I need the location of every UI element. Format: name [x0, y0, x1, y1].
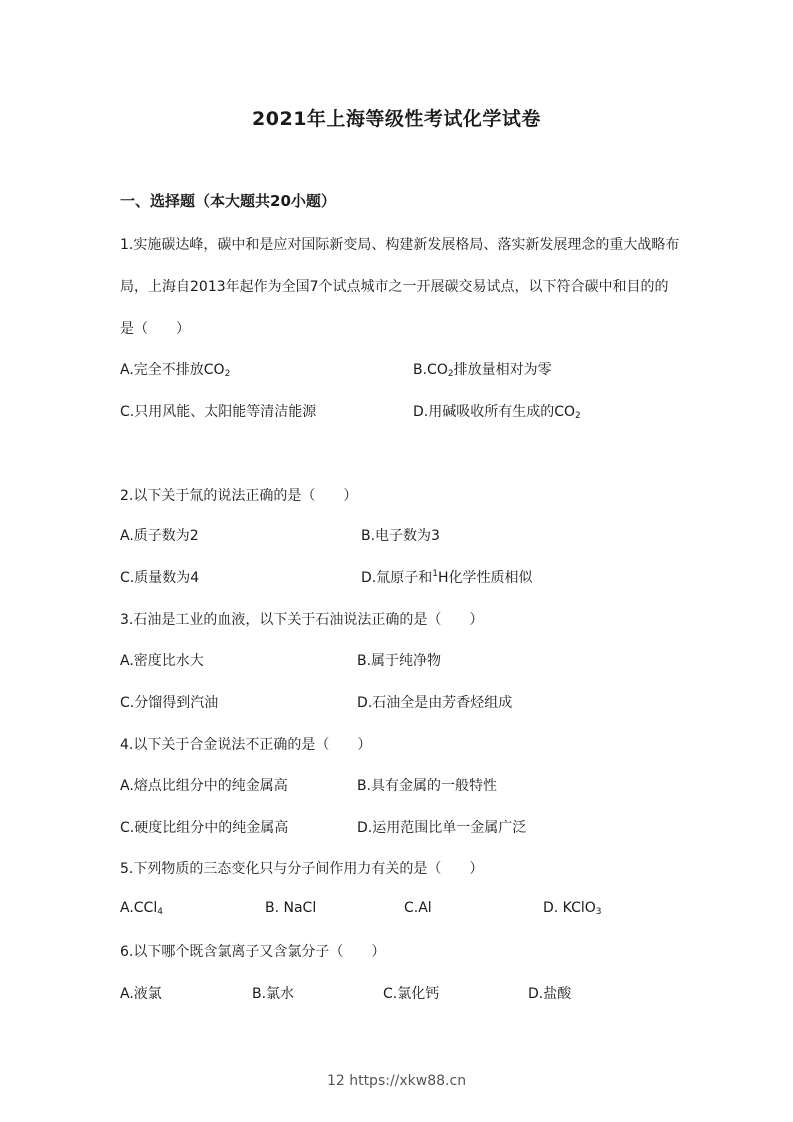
q5-option-d: D. KClO$_3$ — [543, 900, 602, 917]
q2-line-1: 2.以下关于氚的说法正确的是（ ） — [120, 488, 358, 504]
q6-option-a: A.液氯 — [120, 986, 162, 1002]
q1-option-d: D.用碱吸收所有生成的$CO_2$ — [413, 404, 581, 421]
q5-option-b: B. NaCl — [265, 900, 317, 916]
q1-line-1: 1.实施碳达峰，碳中和是应对国际新变局、构建新发展格局、落实新发展理念的重大战略布 — [120, 237, 680, 253]
q4-line-1: 4.以下关于合金说法不正确的是（ ） — [120, 737, 372, 753]
q4-option-c: C.硬度比组分中的纯金属高 — [120, 820, 289, 836]
q1-option-b: $B.CO_2$排放量相对为零 — [413, 362, 552, 379]
q5-option-c: C.Al — [404, 900, 432, 916]
section-heading: 一、选择题（本大题共20小题） — [120, 192, 336, 210]
q2-option-a: A.质子数为2 — [120, 528, 199, 544]
q3-option-a: A.密度比水大 — [120, 653, 204, 669]
q3-option-d: D.石油全是由芳香烃组成 — [357, 695, 513, 711]
q3-option-c: C.分馏得到汽油 — [120, 695, 219, 711]
q1-option-c: C.只用风能、太阳能等清洁能源 — [120, 404, 317, 420]
page-title: 2021年上海等级性考试化学试卷 — [252, 108, 541, 130]
q6-option-b: B.氯水 — [252, 986, 295, 1002]
q3-line-1: 3.石油是工业的血液，以下关于石油说法正确的是（ ） — [120, 612, 484, 628]
q3-option-b: B.属于纯净物 — [357, 653, 442, 669]
q5-option-a: A.CCl$_4$ — [120, 900, 163, 917]
q2-option-b: B.电子数为3 — [361, 528, 440, 544]
q6-line-1: 6.以下哪个既含氯离子又含氯分子（ ） — [120, 944, 386, 960]
page-footer: 12 https://xkw88.cn — [326, 1073, 467, 1089]
q6-option-c: C.氯化钙 — [383, 986, 440, 1002]
q2-option-d: D.氚原子和$^1$H化学性质相似 — [361, 569, 533, 586]
q4-option-a: A.熔点比组分中的纯金属高 — [120, 778, 288, 794]
q1-option-a: A.完全不排放$CO_2$ — [120, 362, 231, 379]
q5-line-1: 5.下列物质的三态变化只与分子间作用力有关的是（ ） — [120, 861, 484, 877]
q6-option-d: D.盐酸 — [528, 986, 572, 1002]
q1-line-3: 是（ ） — [120, 321, 190, 337]
q2-option-c: C.质量数为4 — [120, 570, 200, 586]
q4-option-d: D.运用范围比单一金属广泛 — [357, 820, 527, 836]
q4-option-b: B.具有金属的一般特性 — [357, 778, 498, 794]
q1-line-2: 局，上海自2013年起作为全国7个试点城市之一开展碳交易试点，以下符合碳中和目的的 — [120, 279, 669, 295]
